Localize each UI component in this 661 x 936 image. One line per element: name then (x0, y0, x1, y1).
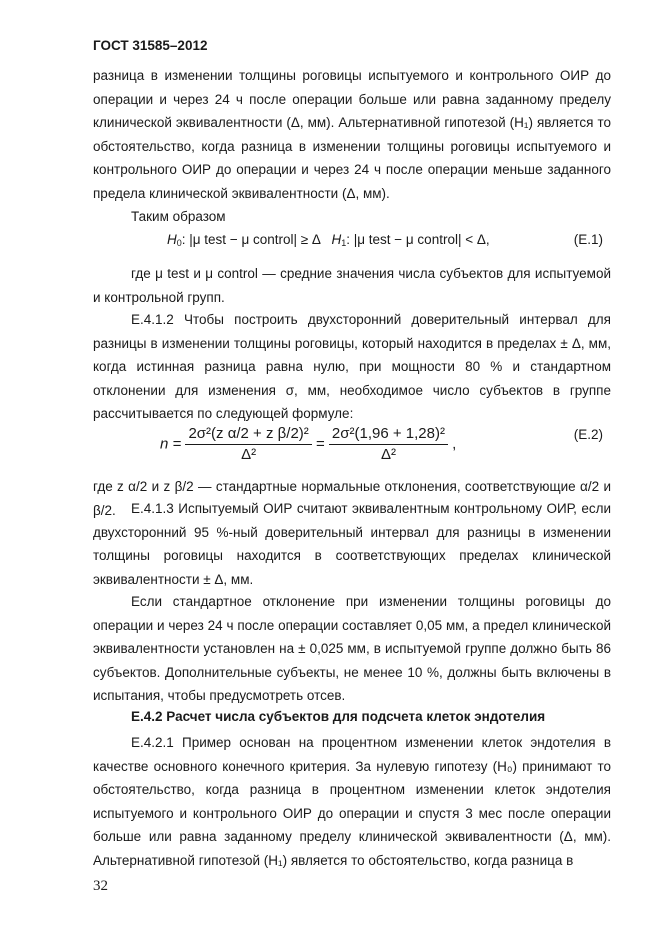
paragraph-thus: Таким образом (131, 209, 226, 224)
equation-e1-number: (Е.1) (573, 232, 603, 247)
paragraph-hypothesis-null: разница в изменении толщины роговицы испытуемого и контрольного ОИР до операции и через 24 ч после операции больше или равна заданному пределу клинической эквивалентности (Δ, мм). Альтернативной гипотезой (H₁) является то обстоятельство, когда разница в изменении толщины роговицы испытуемого и контрольного ОИР до операции и через 24 ч после операции меньше заданного предела клинической эквивалентности (Δ, мм). (93, 68, 611, 201)
paragraph-example: Если стандартное отклонение при изменении толщины роговицы до операции и через 24 ч после операции составляет 0,05 мм, а предел клинической эквивалентности установлен на ± 0,025 мм, в испытуемой группе должно быть 86 субъектов. Дополнительные субъекты, не менее 10 %, должны быть включены в испытания, чтобы предусмотреть отсев. (93, 594, 611, 703)
paragraph-e421: Е.4.2.1 Пример основан на процентном изменении клеток эндотелия в качестве основного конечного критерия. За нулевую гипотезу (H₀) принимают то обстоятельство, когда разница в процентном изменении клеток эндотелия испытуемого и контрольного ОИР до операции и спустя 3 мес после операции больше или равна заданному пределу клинической эквивалентности (Δ, мм). Альтернативной гипотезой (H₁) является то обстоятельство, когда разница в (93, 735, 611, 868)
equation-e2-number: (Е.2) (573, 427, 603, 442)
paragraph-where-mu: где μ test и μ control — средние значения числа субъектов для испытуемой и контрольной групп. (93, 266, 611, 305)
equation-e2: n = $\frac{\text{2σ²(z α/2 + z β/2)²}}{\text{Δ²}}$ = $\frac{\text{2σ²(1,96 + 1,28)²}}{\text{Δ²}}$ , (160, 425, 457, 463)
page-number: 32 (93, 878, 108, 894)
section-heading-e42: Е.4.2 Расчет числа субъектов для подсчета клеток эндотелия (131, 709, 546, 724)
fraction-general: $\frac{\text{2σ²(z α/2 + z β/2)²}}{\text{Δ²}}$ (185, 425, 311, 463)
paragraph-where-z: где z α/2 и z β/2 — стандартные нормальные отклонения, соответствующие α/2 и β/2. (93, 479, 611, 518)
fraction-numeric: $\frac{\text{2σ²(1,96 + 1,28)²}}{\text{Δ²}}$ (329, 425, 448, 463)
equation-e1: $H_0$: |μ test − μ control| ≥ Δ $H_1$: |μ test − μ control| < Δ, (167, 232, 490, 248)
standard-header: ГОСТ 31585–2012 (93, 38, 208, 53)
paragraph-e413: Е.4.1.3 Испытуемый ОИР считают эквивалентным контрольному ОИР, если двухсторонний 95 %-ный доверительный интервал для разницы в изменении толщины роговицы находится в соответствующих пределах клинической эквивалентности ± Δ, мм. (93, 501, 611, 587)
paragraph-e412: Е.4.1.2 Чтобы построить двухсторонний доверительный интервал для разницы в изменении толщины роговицы, который находится в пределах ± Δ, мм, когда истинная разница равна нулю, при мощности 80 % и стандартном отклонении для изменения σ, мм, необходимое число субъектов в группе рассчитывается по следующей формуле: (93, 312, 611, 421)
